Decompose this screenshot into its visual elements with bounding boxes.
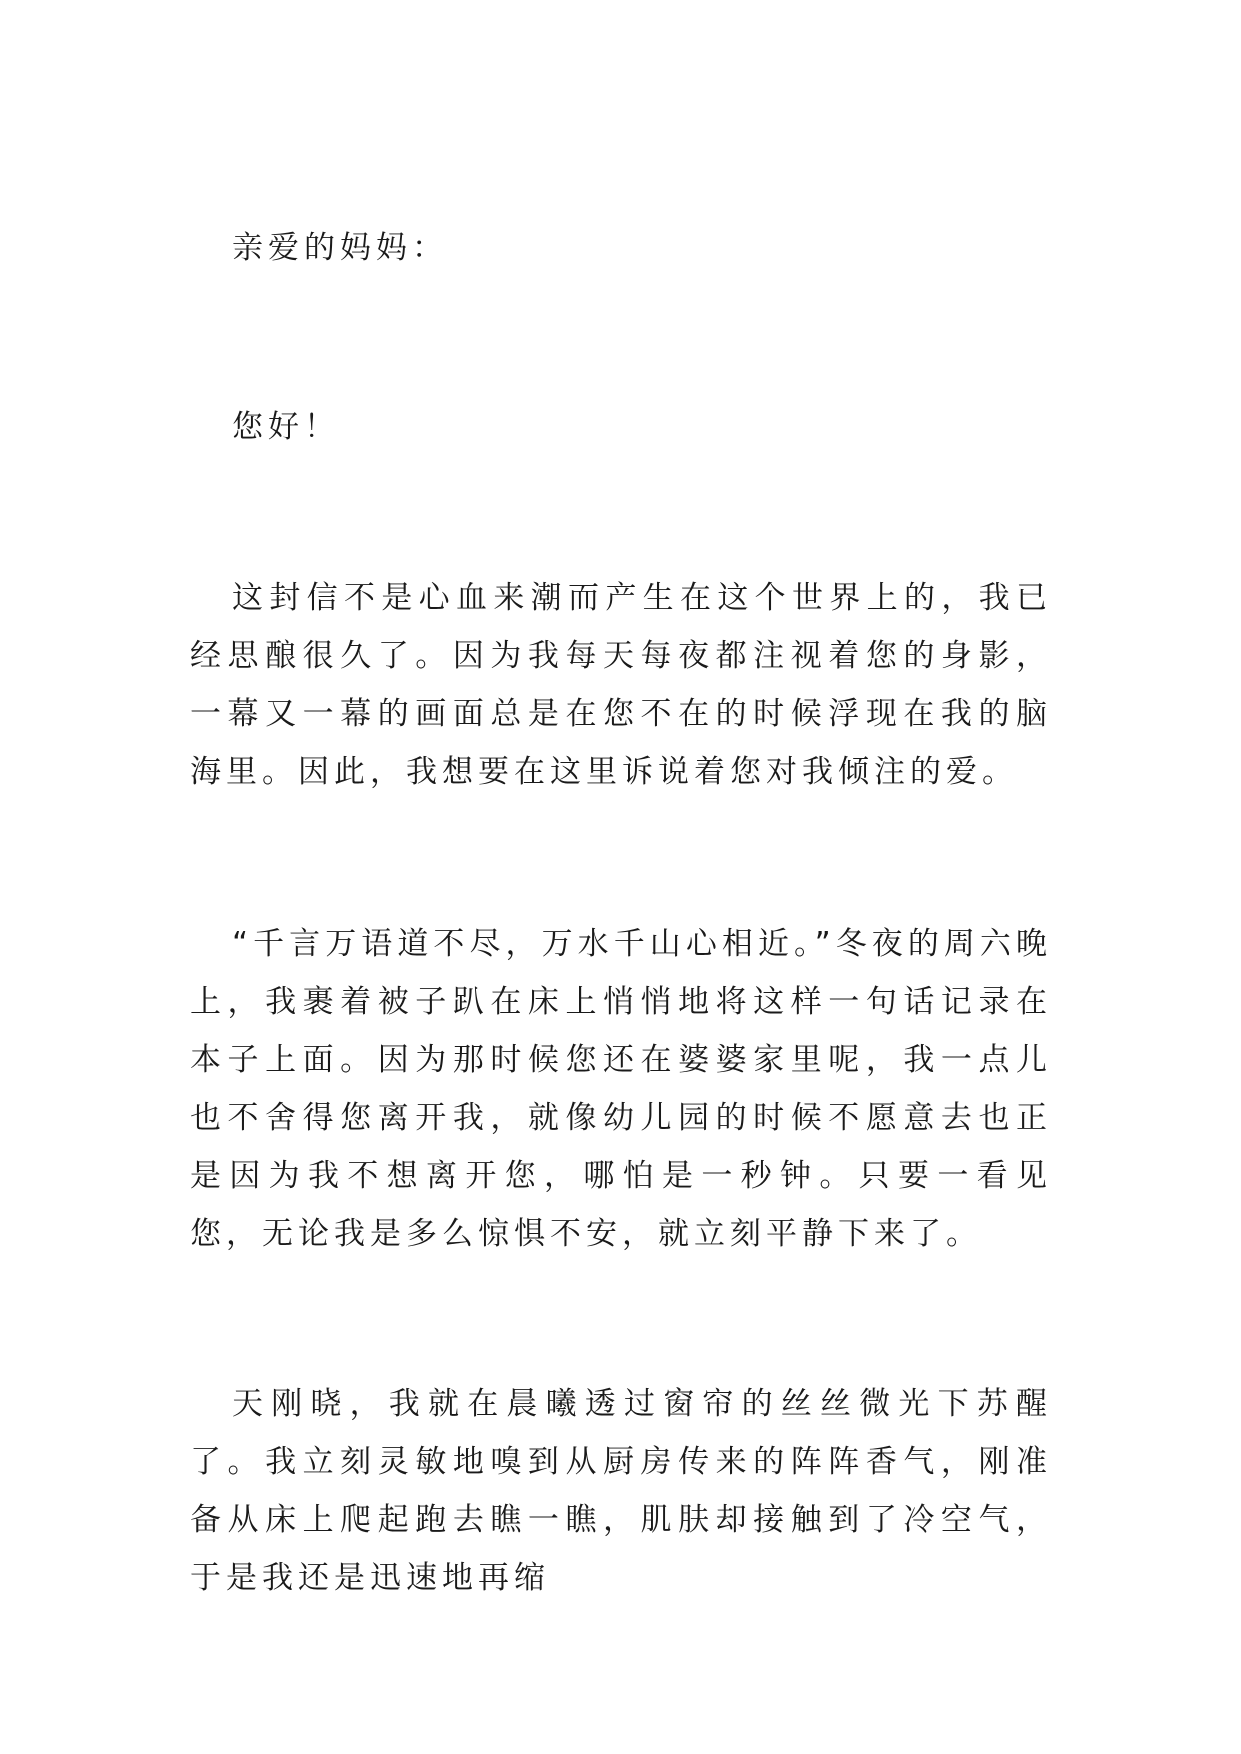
greeting: 您好！ xyxy=(232,409,340,445)
paragraph-2: “千言万语道不尽，万水千山心相近。”冬夜的周六晚上，我裹着被子趴在床上悄悄地将这样一句话记录在本子上面。因为那时候您还在婆婆家里呢，我一点儿也不舍得您离开我，就像幼儿园的时候不愿意去也正是因为我不想离开您，哪怕是一秒钟。只要一看见您，无论我是多么惊惧不安，就立刻平静下来了。 xyxy=(190,926,1052,1252)
salutation: 亲爱的妈妈： xyxy=(232,230,448,266)
paragraph-1: 这封信不是心血来潮而产生在这个世界上的，我已经思酿很久了。因为我每天每夜都注视着您的身影，一幕又一幕的画面总是在您不在的时候浮现在我的脑海里。因此，我想要在这里诉说着您对我倾注的爱。 xyxy=(190,580,1052,790)
paragraph-3: 天刚晓，我就在晨曦透过窗帘的丝丝微光下苏醒了。我立刻灵敏地嗅到从厨房传来的阵阵香气，刚准备从床上爬起跑去瞧一瞧，肌肤却接触到了冷空气，于是我还是迅速地再缩 xyxy=(190,1386,1052,1596)
